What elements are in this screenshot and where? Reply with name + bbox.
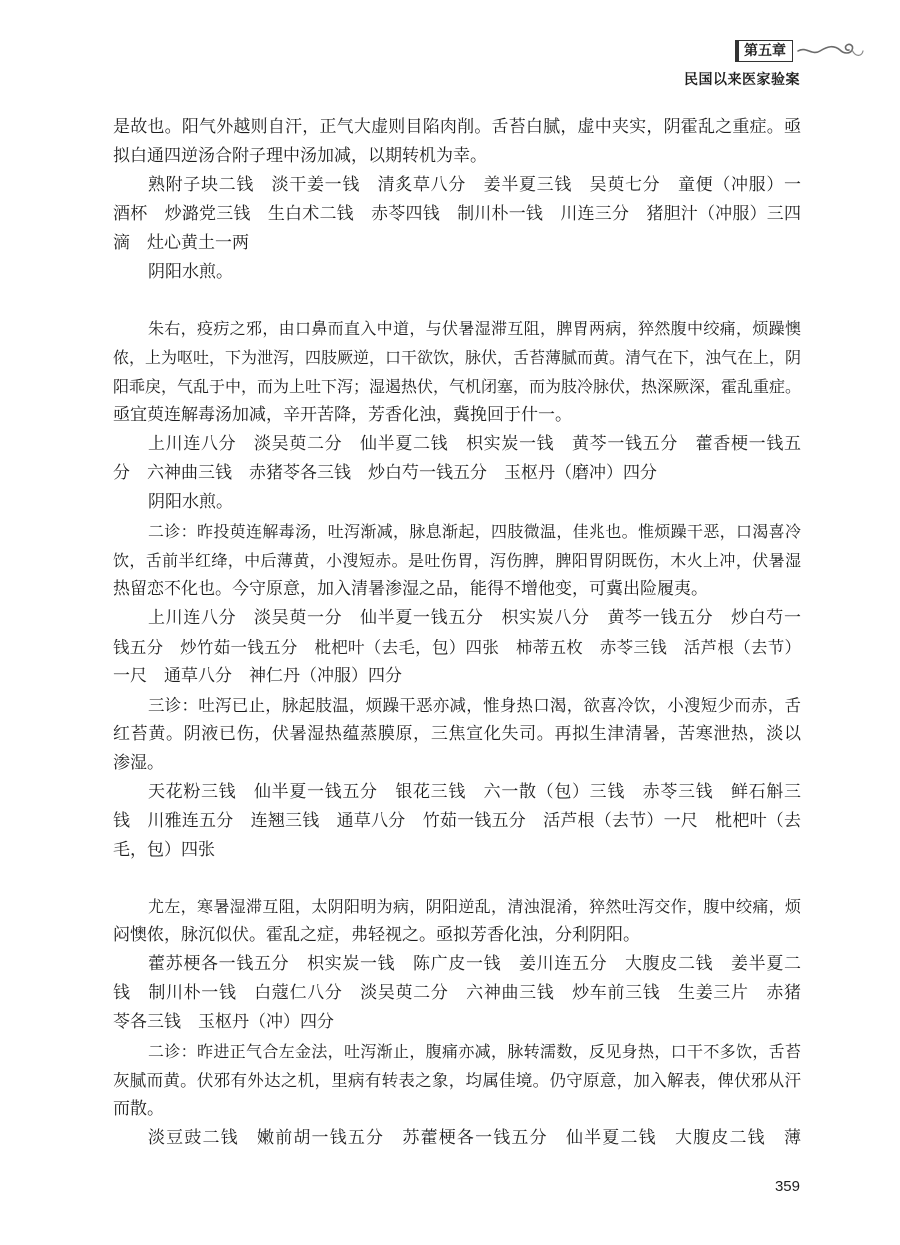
case-separator: [113, 865, 801, 892]
prescription-line: 苓各三钱 玉枢丹（冲）四分: [113, 1012, 334, 1032]
visit-notes-line: 二诊：昨投萸连解毒汤，吐泻渐减，脉息渐起，四肢微温，佳兆也。惟烦躁干恶，口渴喜冷: [148, 522, 801, 541]
visit-notes-line: 红苔黄。阴液已伤，伏暑湿热蕴蒸膜原，三焦宣化失司。再拟生津清暑，苦寒泄热，淡以: [113, 724, 801, 744]
diagnosis-line: 亟宜萸连解毒汤加减，辛开苦降，芳香化浊，冀挽回于什一。: [113, 405, 572, 425]
page-body: [113, 113, 801, 1153]
swirl-ornament-icon: [796, 36, 866, 66]
prescription-line: 一尺 通草八分 神仁丹（冲服）四分: [113, 666, 402, 686]
visit-notes-line: 饮，舌前半红绛，中后薄黄，小溲短赤。是吐伤胃，泻伤脾，脾阳胃阴既伤，木火上冲，伏暑湿: [113, 551, 801, 570]
prescription-line: 熟附子块二钱 淡干姜一钱 清炙草八分 姜半夏三钱 吴萸七分 童便（冲服）一: [148, 175, 801, 195]
prescription-line: 酒杯 炒潞党三钱 生白术二钱 赤苓四钱 制川朴一钱 川连三分 猪胆汁（冲服）三四: [113, 204, 801, 224]
prescription-line: 上川连八分 淡吴萸一分 仙半夏一钱五分 枳实炭八分 黄芩一钱五分 炒白芍一: [148, 608, 801, 628]
visit-notes-line: 热留恋不化也。今守原意，加入清暑渗湿之品，能得不增他变，可冀出险履夷。: [113, 579, 708, 599]
prescription-line: 上川连八分 淡吴萸二分 仙半夏二钱 枳实炭一钱 黄芩一钱五分 藿香梗一钱五: [148, 434, 801, 454]
prescription-line: 钱 川雅连五分 连翘三钱 通草八分 竹茹一钱五分 活芦根（去节）一尺 枇杷叶（去: [113, 811, 801, 831]
chapter-label: 第五章: [735, 40, 793, 62]
visit-notes-line: 三诊：吐泻已止，脉起肢温，烦躁干恶亦减，惟身热口渴，欲喜冷饮，小溲短少而赤，舌: [148, 696, 801, 715]
visit-notes-line: 渗湿。: [113, 753, 164, 773]
diagnosis-line: 是故也。阳气外越则自汗，正气大虚则目陷肉削。舌苔白腻，虚中夹实，阴霍乱之重症。亟: [113, 117, 801, 137]
prescription-line: 天花粉三钱 仙半夏一钱五分 银花三钱 六一散（包）三钱 赤苓三钱 鲜石斛三: [148, 782, 801, 802]
prescription-line: 淡豆豉二钱 嫩前胡一钱五分 苏藿梗各一钱五分 仙半夏二钱 大腹皮二钱 薄: [148, 1128, 801, 1148]
prescription-line: 钱五分 炒竹茹一钱五分 枇杷叶（去毛，包）四张 柿蒂五枚 赤苓三钱 活芦根（去节）: [113, 638, 801, 657]
visit-notes-line: 而散。: [113, 1099, 164, 1119]
page-number: 359: [774, 1178, 800, 1195]
prescription-line: 藿苏梗各一钱五分 枳实炭一钱 陈广皮一钱 姜川连五分 大腹皮二钱 姜半夏二: [148, 954, 801, 974]
prescription-line: 分 六神曲三钱 赤猪苓各三钱 炒白芍一钱五分 玉枢丹（磨冲）四分: [113, 463, 657, 483]
decoction-note: 阴阳水煎。: [148, 262, 233, 282]
decoction-note: 阴阳水煎。: [148, 492, 233, 512]
diagnosis-line: 阳乖戾，气乱于中，而为上吐下泻；湿遏热伏，气机闭塞，而为肢冷脉伏，热深厥深，霍乱重症。: [113, 377, 802, 396]
diagnosis-line: 侬，上为呕吐，下为泄泻，四肢厥逆，口干欲饮，脉伏，舌苔薄腻而黄。清气在下，浊气在上，阴: [113, 348, 802, 367]
case-separator: [113, 287, 801, 314]
diagnosis-line: 拟白通四逆汤合附子理中汤加减，以期转机为幸。: [113, 146, 487, 166]
prescription-line: 毛，包）四张: [113, 840, 215, 860]
visit-notes-line: 二诊：昨进正气合左金法，吐泻渐止，腹痛亦减，脉转濡数，反见身热，口干不多饮，舌苔: [148, 1042, 801, 1061]
diagnosis-line: 闷懊侬，脉沉似伏。霍乱之症，弗轻视之。亟拟芳香化浊，分利阴阳。: [113, 925, 640, 945]
prescription-line: 滴 灶心黄土一两: [113, 233, 249, 253]
prescription-line: 钱 制川朴一钱 白蔻仁八分 淡吴萸二分 六神曲三钱 炒车前三钱 生姜三片 赤猪: [113, 983, 801, 1003]
section-title: 民国以来医家验案: [684, 72, 800, 88]
diagnosis-line: 尤左，寒暑湿滞互阻，太阴阳明为病，阴阳逆乱，清浊混淆，猝然吐泻交作，腹中绞痛，烦: [148, 897, 801, 916]
diagnosis-line: 朱右，疫疠之邪，由口鼻而直入中道，与伏暑湿滞互阻，脾胃两病，猝然腹中绞痛，烦躁懊: [148, 319, 801, 338]
visit-notes-line: 灰腻而黄。伏邪有外达之机，里病有转表之象，均属佳境。仍守原意，加入解表，俾伏邪从汗: [113, 1071, 801, 1090]
